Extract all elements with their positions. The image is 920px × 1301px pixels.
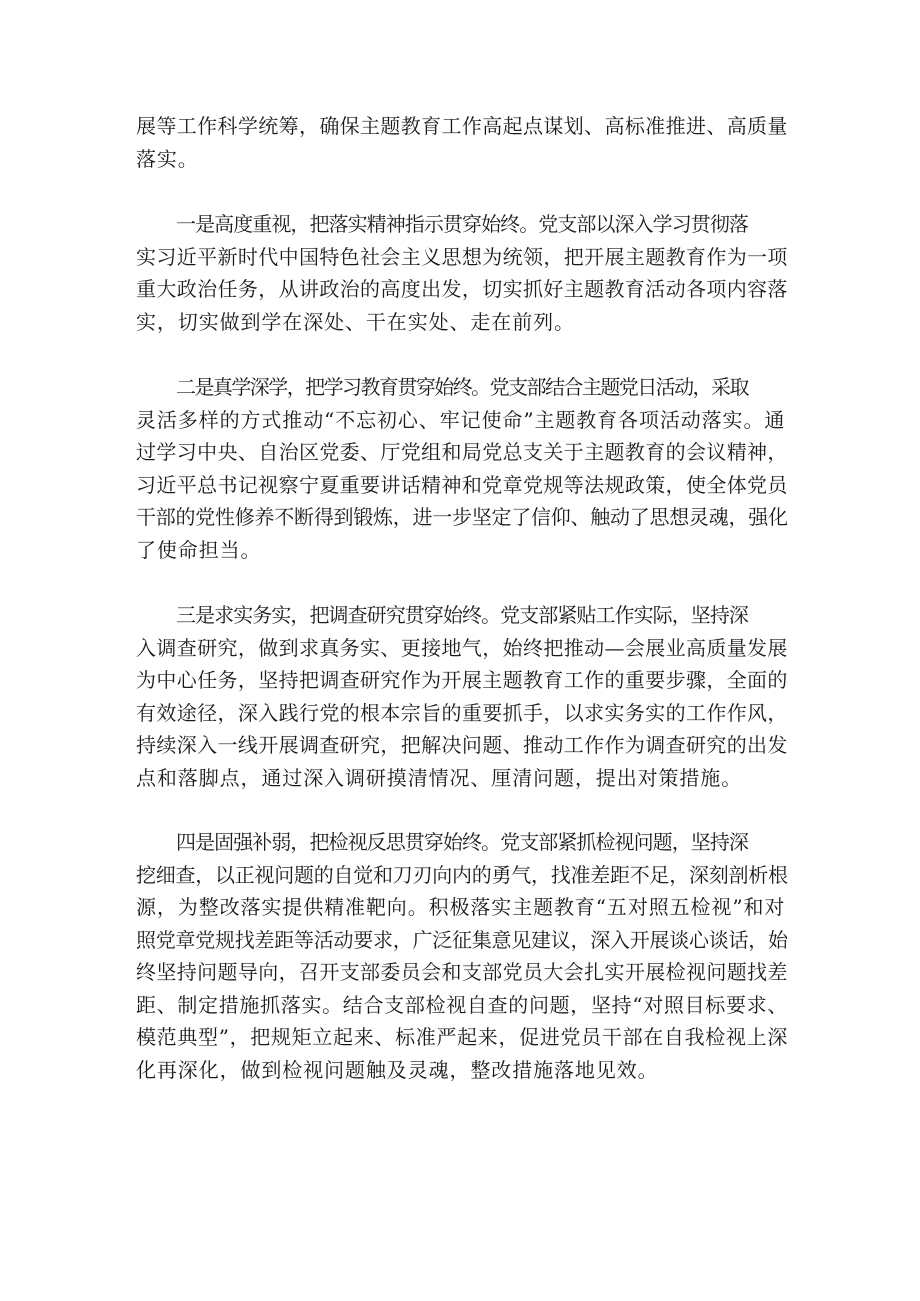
text-line: 持续深入一线开展调查研究，把解决问题、推动工作作为调查研究的出发 (136, 733, 788, 757)
paragraph-one (136, 208, 788, 338)
paragraph-intro (136, 110, 788, 175)
text-line: 终坚持问题导向，召开支部委员会和支部党员大会扎实开展检视问题找差 (136, 960, 788, 984)
text-line: 灵活多样的方式推动“不忘初心、牢记使命”主题教育各项活动落实。通 (136, 407, 786, 432)
text-line: 为中心任务，坚持把调查研究作为开展主题教育工作的重要步骤，全面的 (136, 668, 788, 692)
text-line: 实习近平新时代中国特色社会主义思想为统领，把开展主题教育作为一项 (136, 244, 788, 269)
text-line: 落实。 (136, 146, 199, 171)
text-line: 干部的党性修养不断得到锻炼，进一步坚定了信仰、触动了思想灵魂，强化 (136, 505, 788, 529)
text-line: 源，为整改落实提供精准靶向。积极落实主题教育“五对照五检视”和对 (136, 895, 786, 919)
text-line: 挖细查，以正视问题的自觉和刀刃向内的勇气，找准差距不足，深刻剖析根 (136, 862, 788, 887)
text-line: 有效途径，深入践行党的根本宗旨的重要抓手，以求实务实的工作作风， (136, 700, 788, 725)
text-line: 展等工作科学统筹，确保主题教育工作高起点谋划、高标准推进、高质量 (136, 114, 788, 138)
text-line: 二是真学深学，把学习教育贯穿始终。党支部结合主题党日活动，采取 (176, 375, 748, 399)
text-line: 实，切实做到学在深处、干在实处、走在前列。 (136, 309, 575, 334)
paragraph-four (136, 826, 788, 1086)
text-line: 四是固强补弱，把检视反思贯穿始终。党支部紧抓检视问题，坚持深 (176, 830, 748, 854)
text-line: 三是求实务实，把调查研究贯穿始终。党支部紧贴工作实际，坚持深 (176, 603, 748, 627)
text-line: 重大政治任务，从讲政治的高度出发，切实抓好主题教育活动各项内容落 (136, 277, 788, 301)
text-line: 点和落脚点，通过深入调研摸清情况、厘清问题，提出对策措施。 (136, 765, 743, 790)
paragraph-two (136, 371, 788, 566)
text-line: 照党章党规找差距等活动要求，广泛征集意见建议，深入开展谈心谈话，始 (136, 927, 788, 952)
paragraph-three (136, 599, 788, 794)
text-line: 入调查研究，做到求真务实、更接地气，始终把推动—会展业高质量发展 (136, 635, 788, 660)
text-line: 化再深化，做到检视问题触及灵魂，整改措施落地见效。 (136, 1057, 659, 1082)
text-line: 距、制定措施抓落实。结合支部检视自查的问题，坚持“对照目标要求、 (136, 992, 789, 1017)
text-line: 模范典型”，把规矩立起来、标准严起来，促进党员干部在自我检视上深 (136, 1025, 789, 1049)
text-line: 习近平总书记视察宁夏重要讲话精神和党章党规等法规政策，使全体党员 (136, 472, 788, 497)
text-line: 了使命担当。 (136, 537, 262, 562)
text-line: 过学习中央、自治区党委、厅党组和局党总支关于主题教育的会议精神， (136, 440, 788, 464)
text-line: 一是高度重视，把落实精神指示贯穿始终。党支部以深入学习贯彻落 (176, 212, 748, 236)
